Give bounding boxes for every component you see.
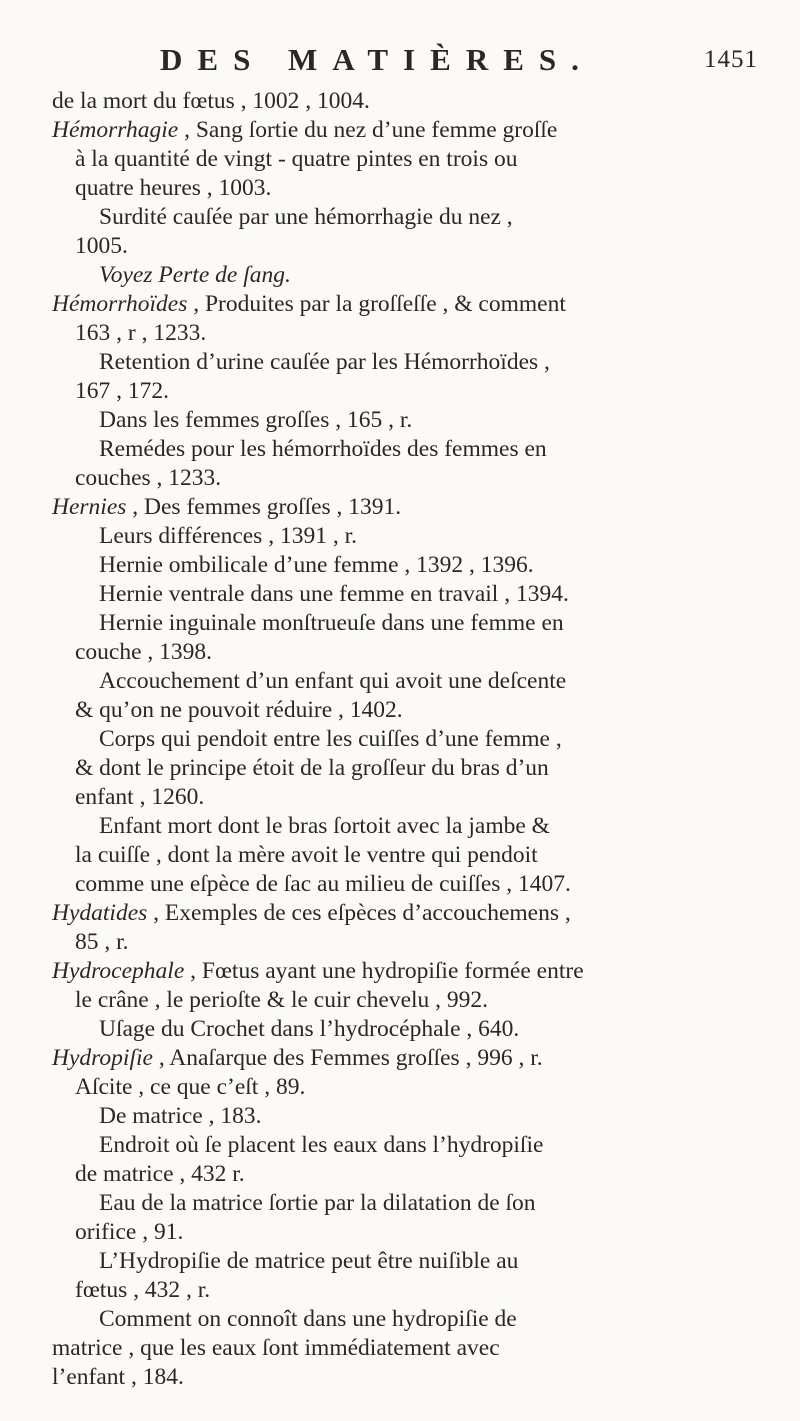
header-title: DES MATIÈRES. xyxy=(160,42,594,77)
index-entry-text: de la mort du fœtus , 1002 , 1004. xyxy=(52,88,370,114)
index-entry-text: , Sang ſortie du nez d’une femme groſſe xyxy=(178,117,558,143)
index-entry-line xyxy=(75,463,221,493)
page-number: 1451 xyxy=(704,46,758,73)
index-entry-text: fœtus , 432 , r. xyxy=(75,1277,211,1303)
index-entry-text: Aſcite , ce que c’eſt , 89. xyxy=(75,1074,306,1100)
index-entry-text: , Des femmes groſſes , 1391. xyxy=(126,494,402,520)
index-entry-line xyxy=(99,405,412,435)
index-entry-text: De matrice , 183. xyxy=(99,1103,262,1129)
index-entry-text: couche , 1398. xyxy=(75,639,213,665)
index-entry-text: , Produites par la groſſeſſe , & comment xyxy=(187,291,566,317)
index-entry-line xyxy=(52,86,370,116)
index-entry-text: Uſage du Crochet dans l’hydrocéphale , 640. xyxy=(99,1016,520,1042)
index-entry-text: Surdité cauſée par une hémorrhagie du nez , xyxy=(99,204,513,230)
index-entry-line xyxy=(75,173,271,203)
index-entry-text: L’Hydropiſie de matrice peut être nuiſible au xyxy=(99,1248,519,1274)
index-entry-line xyxy=(99,1246,518,1276)
index-headword: Hernies xyxy=(52,494,127,520)
index-headword: Hémorrhoïdes xyxy=(52,291,188,317)
index-entry-text: Remédes pour les hémorrhoïdes des femmes en xyxy=(99,436,547,462)
index-entry-text: 163 , r , 1233. xyxy=(75,320,207,346)
index-headword: Hémorrhagie xyxy=(52,117,179,143)
index-entry-text: le crâne , le perioſte & le cuir chevelu , 992. xyxy=(75,987,489,1013)
index-headword: Hydatides xyxy=(52,900,148,926)
index-entry-heading-line xyxy=(52,492,401,522)
index-entry-line xyxy=(75,318,206,348)
index-entry-line xyxy=(75,840,538,870)
index-entry-text: la cuiſſe , dont la mère avoit le ventre qui pendoit xyxy=(75,842,538,868)
index-entry-text: 1005. xyxy=(75,233,128,259)
index-entry-text: comme une eſpèce de ſac au milieu de cuiſſes , 1407. xyxy=(75,871,571,897)
index-entry-text: & qu’on ne pouvoit réduire , 1402. xyxy=(75,697,403,723)
index-entry-text: Dans les femmes groſſes , 165 , r. xyxy=(99,407,413,433)
index-entry-line xyxy=(75,753,549,783)
index-entry-line xyxy=(75,1275,210,1305)
index-entry-text: , Anaſarque des Femmes groſſes , 996 , r. xyxy=(152,1045,543,1071)
index-entry-line xyxy=(99,521,357,551)
index-entry-text: Retention d’urine cauſée par les Hémorrhoïdes , xyxy=(99,349,550,375)
index-entry-heading-line xyxy=(52,289,566,319)
running-header xyxy=(0,42,800,82)
index-entry-text: Eau de la matrice ſortie par la dilatation de ſon xyxy=(99,1190,536,1216)
index-entry-line xyxy=(75,144,517,174)
index-entry-text: 85 , r. xyxy=(75,929,129,955)
index-entry-text: , Exemples de ces eſpèces d’accouchemens , xyxy=(147,900,571,926)
index-entry-line xyxy=(99,666,566,696)
index-entry-text: , Fœtus ayant une hydropiſie formée entre xyxy=(184,958,584,984)
index-entry-line xyxy=(75,869,571,899)
index-entry-text: matrice , que les eaux ſont immédiatement avec xyxy=(52,1335,500,1361)
index-entry-text: Comment on connoît dans une hydropiſie de xyxy=(99,1306,517,1332)
index-entry-line xyxy=(99,550,534,580)
index-entry-line xyxy=(75,1217,183,1247)
index-entry-text: Corps qui pendoit entre les cuiſſes d’une femme , xyxy=(99,726,562,752)
index-entry-line xyxy=(75,1159,245,1189)
index-entry-line xyxy=(75,231,128,261)
index-entry-text: l’enfant , 184. xyxy=(52,1364,184,1390)
index-entry-text: Enfant mort dont le bras ſortoit avec la jambe & xyxy=(99,813,550,839)
index-headword: Hydropiſie xyxy=(52,1045,153,1071)
index-entry-line xyxy=(75,695,403,725)
index-entry-text: couches , 1233. xyxy=(75,465,222,491)
index-entry-text: à la quantité de vingt - quatre pintes en trois ou xyxy=(75,146,518,172)
index-entry-line xyxy=(99,1130,543,1160)
index-entry-line xyxy=(99,579,569,609)
index-entry-line xyxy=(99,811,550,841)
index-entry-heading-line xyxy=(99,260,291,290)
index-entry-line xyxy=(99,1014,519,1044)
index-entry-text: Hernie ombilicale d’une femme , 1392 , 1396. xyxy=(99,552,534,578)
index-entry-line xyxy=(99,434,547,464)
index-entry-line xyxy=(99,1304,517,1334)
index-entry-text: Endroit où ſe placent les eaux dans l’hydropiſie xyxy=(99,1132,544,1158)
index-entry-line xyxy=(75,782,204,812)
index-entry-heading-line xyxy=(52,956,584,986)
index-headword: Voyez Perte de ſang. xyxy=(99,262,291,288)
index-entry-line xyxy=(52,1333,500,1363)
index-entry-line xyxy=(75,1072,305,1102)
index-entry-text: de matrice , 432 r. xyxy=(75,1161,245,1187)
index-entry-text: Leurs différences , 1391 , r. xyxy=(99,523,357,549)
index-entry-line xyxy=(75,637,212,667)
index-entry-text: quatre heures , 1003. xyxy=(75,175,272,201)
index-entry-text: enfant , 1260. xyxy=(75,784,205,810)
index-entry-line xyxy=(99,347,550,377)
index-entry-line xyxy=(99,202,513,232)
index-entry-text: Hernie inguinale monſtrueuſe dans une femme en xyxy=(99,610,564,636)
index-entry-heading-line xyxy=(52,898,571,928)
index-entry-text: Hernie ventrale dans une femme en travail , 1394. xyxy=(99,581,569,607)
index-entry-line xyxy=(99,1101,261,1131)
index-entry-text: Accouchement d’un enfant qui avoit une deſcente xyxy=(99,668,567,694)
index-entry-heading-line xyxy=(52,1043,543,1073)
index-entry-line xyxy=(99,608,564,638)
index-entry-text: & dont le principe étoit de la groſſeur du bras d’un xyxy=(75,755,549,781)
index-entry-text: orifice , 91. xyxy=(75,1219,184,1245)
index-headword: Hydrocephale xyxy=(52,958,185,984)
index-entry-line xyxy=(99,724,562,754)
index-entry-line xyxy=(75,376,169,406)
index-entry-heading-line xyxy=(52,115,557,145)
index-entry-line xyxy=(75,985,488,1015)
index-entry-text: 167 , 172. xyxy=(75,378,169,404)
index-entry-line xyxy=(75,927,129,957)
index-entry-line xyxy=(52,1362,184,1392)
index-entry-line xyxy=(99,1188,536,1218)
